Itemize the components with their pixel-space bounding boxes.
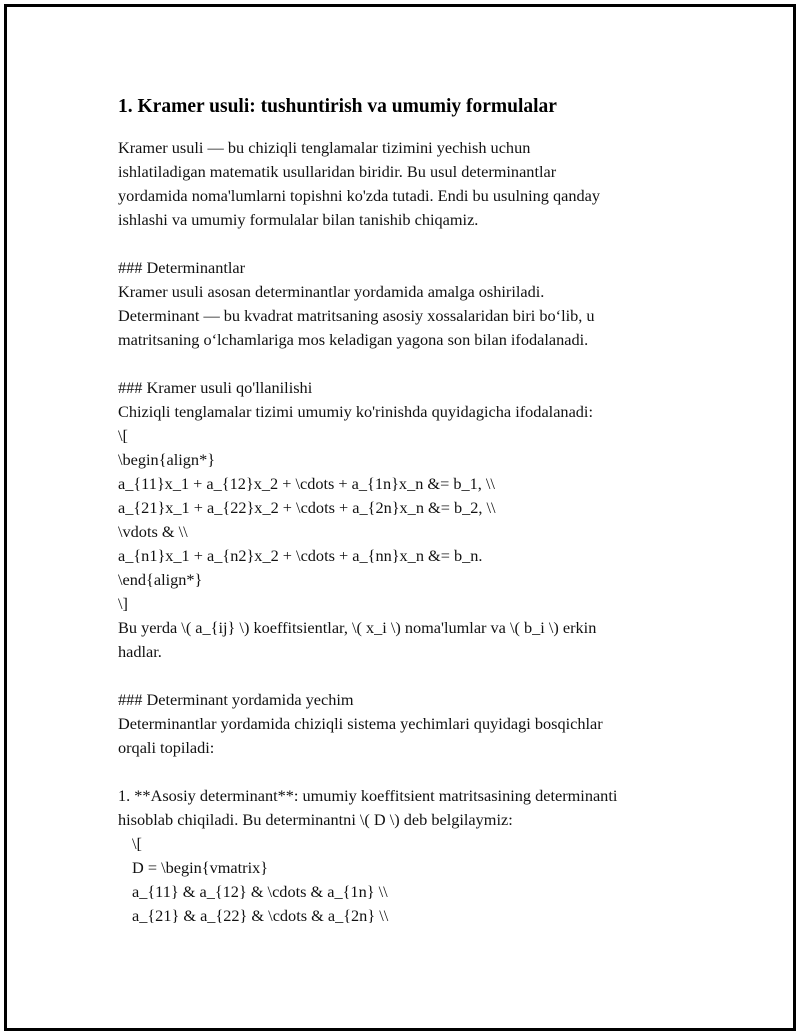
formula-line: \end{align*} bbox=[118, 570, 203, 589]
text-line: Kramer usuli — bu chiziqli tenglamalar tizimini yechish uchun bbox=[118, 138, 531, 157]
text-line: matritsaning o‘lchamlariga mos keladigan yagona son bilan ifodalanadi. bbox=[118, 330, 589, 349]
solution-section bbox=[118, 688, 698, 760]
text-line: Determinant — bu kvadrat matritsaning asosiy xossalaridan biri bo‘lib, u bbox=[118, 306, 595, 325]
text-line: Determinantlar yordamida chiziqli sistema yechimlari quyidagi bosqichlar bbox=[118, 714, 603, 733]
section-heading: ### Kramer usuli qo'llanilishi bbox=[118, 378, 313, 397]
intro-paragraph bbox=[118, 136, 698, 232]
formula-line: \[ bbox=[132, 834, 142, 853]
formula-line: \begin{align*} bbox=[118, 450, 216, 469]
formula-line: a_{11} & a_{12} & \cdots & a_{1n} \\ bbox=[132, 882, 388, 901]
text-line: ishlashi va umumiy formulalar bilan tanishib chiqamiz. bbox=[118, 210, 479, 229]
formula-line: \[ bbox=[118, 426, 128, 445]
text-line: hisoblab chiqiladi. Bu determinantni \( D \) deb belgilaymiz: bbox=[118, 810, 513, 829]
text-line: orqali topiladi: bbox=[118, 738, 215, 757]
text-line: hadlar. bbox=[118, 642, 162, 661]
formula-line: a_{11}x_1 + a_{12}x_2 + \cdots + a_{1n}x_n &= b_1, \\ bbox=[118, 474, 495, 493]
document-body bbox=[118, 94, 698, 928]
formula-line: a_{n1}x_1 + a_{n2}x_2 + \cdots + a_{nn}x_n &= b_n. bbox=[118, 546, 483, 565]
determinants-section bbox=[118, 256, 698, 352]
section-heading: ### Determinant yordamida yechim bbox=[118, 690, 354, 709]
formula-line: a_{21}x_1 + a_{22}x_2 + \cdots + a_{2n}x_n &= b_2, \\ bbox=[118, 498, 496, 517]
text-line: Kramer usuli asosan determinantlar yordamida amalga oshiriladi. bbox=[118, 282, 545, 301]
formula-line: D = \begin{vmatrix} bbox=[132, 858, 269, 877]
text-line: 1. **Asosiy determinant**: umumiy koeffitsient matritsasining determinanti bbox=[118, 786, 618, 805]
text-line: ishlatiladigan matematik usullaridan biridir. Bu usul determinantlar bbox=[118, 162, 557, 181]
text-line: Bu yerda \( a_{ij} \) koeffitsientlar, \( x_i \) noma'lumlar va \( b_i \) erkin bbox=[118, 618, 597, 637]
document-title: 1. Kramer usuli: tushuntirish va umumiy formulalar bbox=[118, 96, 557, 117]
formula-line: \vdots & \\ bbox=[118, 522, 188, 541]
formula-line: a_{21} & a_{22} & \cdots & a_{2n} \\ bbox=[132, 906, 389, 925]
text-line: yordamida noma'lumlarni topishni ko'zda tutadi. Endi bu usulning qanday bbox=[118, 186, 601, 205]
section-heading: ### Determinantlar bbox=[118, 258, 246, 277]
step-one bbox=[118, 784, 698, 928]
application-section bbox=[118, 376, 698, 664]
text-line: Chiziqli tenglamalar tizimi umumiy ko'rinishda quyidagicha ifodalanadi: bbox=[118, 402, 593, 421]
formula-line: \] bbox=[118, 594, 128, 613]
